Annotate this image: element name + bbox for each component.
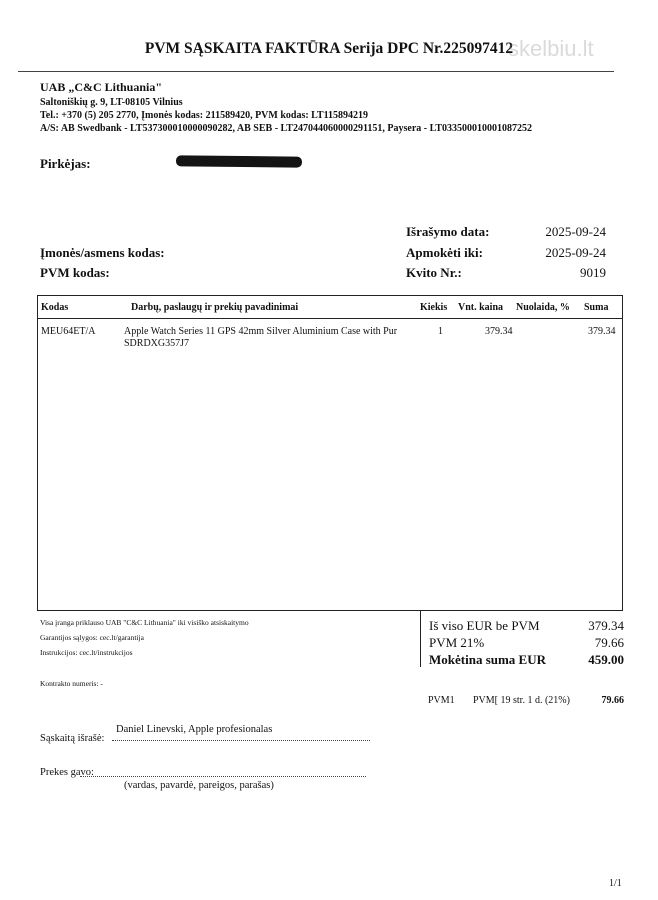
- ownership-note: Visa įranga priklauso UAB "C&C Lithuania" iki visiško atsiskaitymo: [40, 618, 249, 627]
- instructions-note: Instrukcijos: cec.lt/instrukcijos: [40, 648, 133, 657]
- column-header-name: Darbų, paslaugų ir prekių pavadinimai: [131, 302, 299, 313]
- table-row-sum: 379.34: [588, 326, 616, 337]
- due-date-label: Apmokėti iki:: [406, 245, 483, 260]
- vat-code-label: PVM kodas:: [40, 265, 110, 280]
- vat-breakdown-value: 79.66: [601, 695, 624, 706]
- company-code-label: Įmonės/asmens kodas:: [40, 245, 165, 260]
- buyer-label: Pirkėjas:: [40, 156, 91, 171]
- total-vat-label: PVM 21%: [429, 635, 485, 650]
- table-row-name: Apple Watch Series 11 GPS 42mm Silver Aluminium Case with Pur: [124, 326, 398, 337]
- amount-due-value: 459.00: [588, 652, 624, 667]
- amount-due-label: Mokėtina suma EUR: [429, 652, 547, 667]
- received-by-signature-line: [80, 775, 366, 777]
- issued-by-signature-line: [112, 739, 370, 741]
- receipt-number-label: Kvito Nr.:: [406, 265, 462, 280]
- contract-number: Kontrakto numeris: -: [40, 679, 103, 688]
- issue-date-label: Išrašymo data:: [406, 224, 490, 239]
- table-row-serial: SDRDXG357J7: [124, 338, 190, 349]
- issued-by-value: Daniel Linevski, Apple profesionalas: [116, 724, 273, 735]
- vat-breakdown-code: PVM1: [428, 695, 455, 706]
- total-vat-value: 79.66: [594, 635, 624, 650]
- vat-breakdown-description: PVM[ 19 str. 1 d. (21%): [473, 695, 570, 706]
- invoice-title: PVM SĄSKAITA FAKTŪRA Serija DPC Nr.225097412: [144, 40, 514, 57]
- column-header-code: Kodas: [41, 302, 69, 313]
- table-row-code: MEU64ET/A: [41, 326, 96, 337]
- received-by-label: Prekes gavo:: [40, 767, 94, 778]
- seller-bank-accounts: A/S: AB Swedbank - LT537300010000090282, AB SEB - LT247044060000291151, Paysera - LT033500010001087252: [40, 123, 533, 134]
- page-number: 1/1: [609, 878, 622, 889]
- total-net-value: 379.34: [588, 618, 624, 633]
- due-date-value: 2025-09-24: [545, 245, 606, 260]
- seller-contacts: Tel.: +370 (5) 205 2770, Įmonės kodas: 211589420, PVM kodas: LT115894219: [40, 110, 369, 121]
- seller-name: UAB „C&C Lithuania": [40, 80, 163, 94]
- column-header-quantity: Kiekis: [420, 302, 448, 313]
- table-row-quantity: 1: [438, 326, 443, 337]
- total-net-label: Iš viso EUR be PVM: [429, 618, 540, 633]
- totals-divider: [420, 611, 421, 667]
- items-table-header-divider: [37, 318, 623, 319]
- warranty-note: Garantijos sąlygos: cec.lt/garantija: [40, 633, 144, 642]
- issue-date-value: 2025-09-24: [545, 224, 606, 239]
- table-row-unit-price: 379.34: [485, 326, 513, 337]
- received-by-hint: (vardas, pavardė, pareigos, parašas): [124, 780, 274, 791]
- buyer-name-redaction: [176, 155, 302, 167]
- column-header-discount: Nuolaida, %: [516, 302, 570, 313]
- watermark: skelbiu.lt: [508, 36, 594, 61]
- seller-address: Saltoniškių g. 9, LT-08105 Vilnius: [40, 97, 183, 108]
- column-header-sum: Suma: [584, 302, 609, 313]
- title-divider: [18, 71, 614, 72]
- issued-by-label: Sąskaitą išrašė:: [40, 733, 105, 744]
- column-header-unit-price: Vnt. kaina: [458, 302, 504, 313]
- receipt-number-value: 9019: [580, 265, 606, 280]
